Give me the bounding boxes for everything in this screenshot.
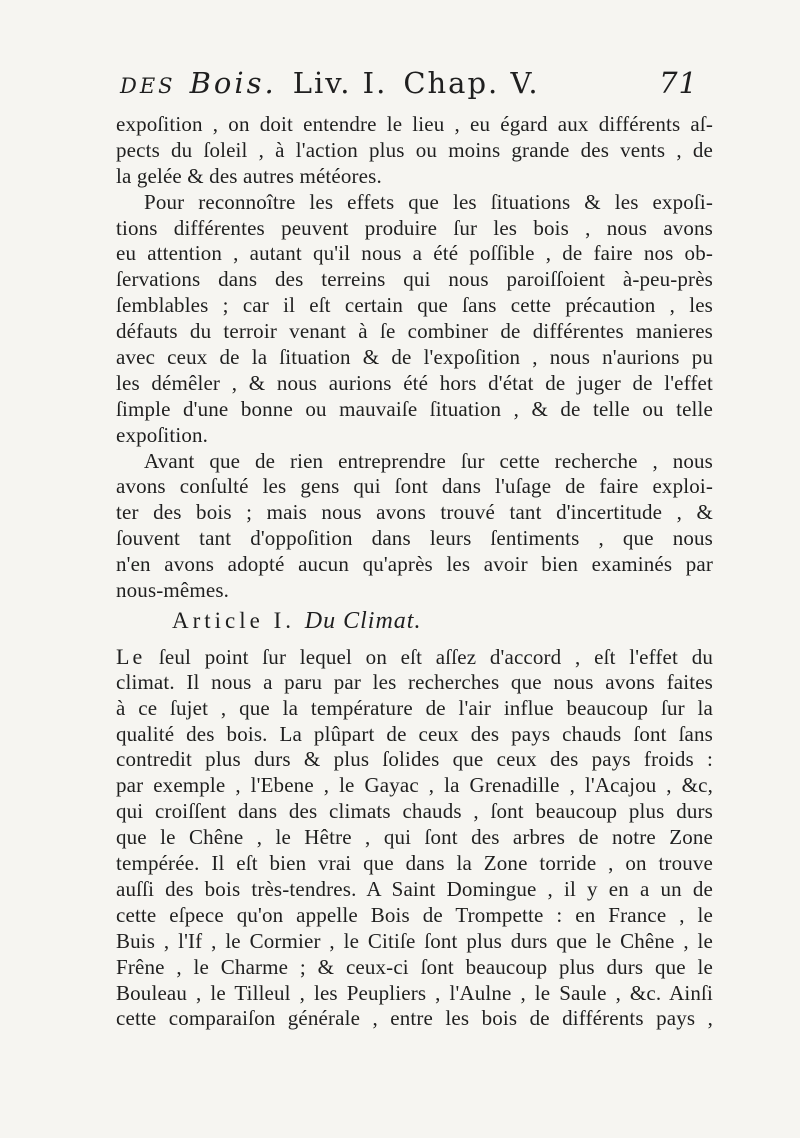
text-line: n'en avons adopté aucun qu'après les avoir bien examinés par bbox=[116, 552, 713, 577]
text-line: avons conſulté les gens qui ſont dans l'uſage de faire exploi- bbox=[116, 474, 713, 499]
text-line: Avant que de rien entreprendre ſur cette recherche , nous bbox=[144, 448, 713, 473]
text-line: nous-mêmes. bbox=[116, 578, 230, 603]
text-line: à ce ſujet , que la température de l'air influe beaucoup ſur la bbox=[116, 695, 713, 720]
text-line: avec ceux de la ſituation & de l'expoſition , nous n'aurions pu bbox=[116, 345, 713, 370]
running-header bbox=[120, 66, 710, 106]
text-line: Frêne , le Charme ; & ceux-ci ſont beaucoup plus durs que le bbox=[116, 954, 713, 979]
text-line: que le Chêne , le Hêtre , qui ſont des arbres de notre Zone bbox=[116, 825, 713, 850]
text-line: ſouvent tant d'oppoſition dans leurs ſentiments , que nous bbox=[116, 526, 713, 551]
body-text bbox=[116, 112, 713, 1032]
text-line: expoſition , on doit entendre le lieu , eu égard aux différents aſ- bbox=[116, 112, 713, 136]
header-livre: Liv. I. bbox=[292, 66, 388, 100]
page-number: 71 bbox=[659, 66, 698, 100]
text-line: cette comparaiſon générale , entre les bois de différents pays , bbox=[116, 1006, 713, 1031]
text-line: Buis , l'If , le Cormier , le Citiſe ſont plus durs que le Chêne , le bbox=[116, 928, 713, 953]
text-line: tions différentes peuvent produire ſur les bois , nous avons bbox=[116, 215, 713, 240]
text-line: par exemple , l'Ebene , le Gayac , la Grenadille , l'Acajou , &c, bbox=[116, 773, 713, 798]
text-line: auſſi des bois très-tendres. A Saint Domingue , il y en a un de bbox=[116, 876, 713, 901]
text-line-rest: ſeul point ſur lequel on eſt aſſez d'accord , eſt l'effet du bbox=[158, 644, 713, 669]
text-line bbox=[116, 644, 713, 670]
text-line: défauts du terroir venant à ſe combiner de différentes manieres bbox=[116, 319, 713, 344]
header-chapitre: Chap. V. bbox=[403, 66, 540, 100]
text-line: contredit plus durs & plus ſolides que ceux des pays froids : bbox=[116, 747, 713, 772]
text-line: les démêler , & nous aurions été hors d'état de juger de l'effet bbox=[116, 370, 713, 395]
text-line: ſimple d'une bonne ou mauvaiſe ſituation , & de telle ou telle bbox=[116, 396, 713, 421]
article-title: Du Climat. bbox=[304, 607, 422, 634]
text-line: tempérée. Il eſt bien vrai que dans la Zone torride , on trouve bbox=[116, 851, 713, 876]
text-line: qualité des bois. La plûpart de ceux des pays chauds ſont ſans bbox=[116, 721, 713, 746]
text-line: eu attention , autant qu'il nous a été poſſible , de faire nos ob- bbox=[116, 241, 713, 266]
text-line: Bouleau , le Tilleul , les Peupliers , l'Aulne , le Saule , &c. Ainſi bbox=[116, 980, 713, 1005]
text-line: expoſition. bbox=[116, 422, 209, 447]
text-line: cette eſpece qu'on appelle Bois de Trompette : en France , le bbox=[116, 902, 713, 927]
article-heading bbox=[116, 604, 713, 644]
dropcap-word: Le bbox=[116, 643, 146, 669]
text-line: la gelée & des autres météores. bbox=[116, 163, 382, 188]
text-line: Pour reconnoître les effets que les ſituations & les expoſi- bbox=[144, 189, 713, 214]
article-number: Article I. bbox=[172, 607, 296, 633]
header-des: DES bbox=[120, 74, 176, 98]
text-line: climat. Il nous a paru par les recherches que nous avons faites bbox=[116, 669, 713, 694]
text-line: ſervations dans des terreins qui nous paroiſſoient à-peu-près bbox=[116, 267, 713, 292]
text-line: qui croiſſent dans des climats chauds , ſont beaucoup plus durs bbox=[116, 799, 713, 824]
header-bois: Bois. bbox=[189, 66, 277, 100]
text-line: ter des bois ; mais nous avons trouvé tant d'incertitude , & bbox=[116, 500, 713, 525]
text-line: ſemblables ; car il eſt certain que ſans cette précaution , les bbox=[116, 293, 713, 318]
text-line: pects du ſoleil , à l'action plus ou moins grande des vents , de bbox=[116, 137, 713, 162]
